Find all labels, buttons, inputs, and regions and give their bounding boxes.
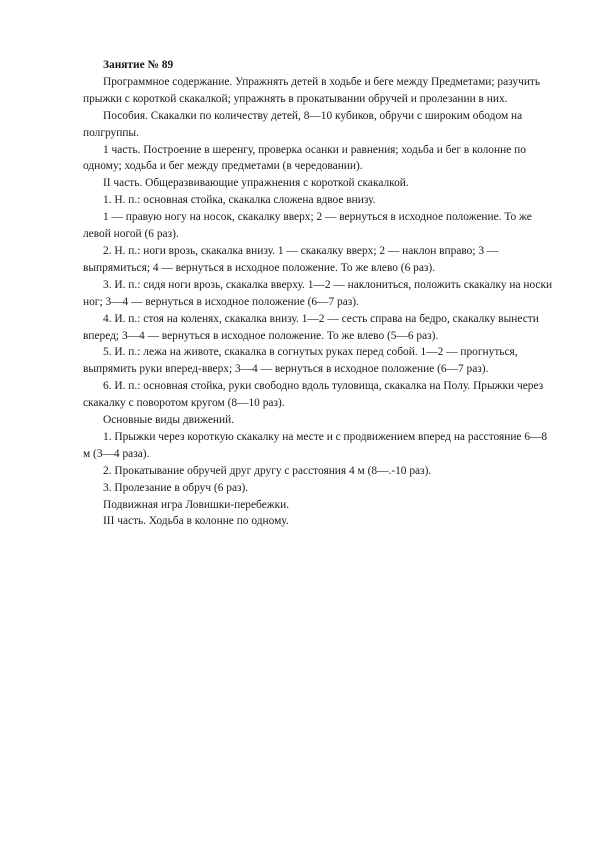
exercise-2: 2. Н. п.: ноги врозь, скакалка внизу. 1 — скакалку вверх; 2 — наклон вправо; 3 — выпрямиться; 4 — вернуться в исходное положение. То же влево (6 раз). <box>83 244 499 274</box>
movement-3: 3. Пролезание в обруч (6 раз). <box>103 481 249 494</box>
exercise-5: 5. И. п.: лежа на животе, скакалка в согнутых руках перед собой. 1—2 — прогнуться, выпрямить руки вперед-вверх; 3—4 — вернуться в исходное положение (6—7 раз). <box>83 346 518 376</box>
exercise-6: 6. И. п.: основная стойка, руки свободно вдоль туловища, скакалка на Полу. Прыжки через скакалку с поворотом кругом (8—10 раз). <box>83 380 544 410</box>
lesson-title: Занятие № 89 <box>103 59 174 71</box>
exercise-4: 4. И. п.: стоя на коленях, скакалка внизу. 1—2 — сесть справа на бедро, скакалку вынести вперед; 3—4 — вернуться в исходное положение. То же влево (5—6 раз). <box>83 312 539 342</box>
materials-paragraph: Пособия. Скакалки по количеству детей, 8—10 кубиков, обручи с широким ободом на полгруппы. <box>83 109 523 139</box>
exercise-1-start: 1. Н. п.: основная стойка, скакалка сложена вдвое внизу. <box>103 194 376 207</box>
exercise-3: 3. И. п.: сидя ноги врозь, скакалка вверху. 1—2 — наклониться, положить скакалку на носки ног; 3—4 — вернуться в исходное положение (6—7 раз). <box>83 278 553 308</box>
movement-2: 2. Прокатывание обручей друг другу с расстояния 4 м (8—.-10 раз). <box>103 464 432 477</box>
part-one-paragraph: 1 часть. Построение в шеренгу, проверка осанки и равнения; ходьба и бег в колонне по одному; ходьба и бег между предметами (в чередовании). <box>83 143 526 173</box>
program-content-paragraph: Программное содержание. Упражнять детей в ходьбе и беге между Предметами; разучить прыжки с короткой скакалкой; упражнять в прокатывании обручей и пролезании в них. <box>83 75 541 105</box>
document-body <box>83 57 553 530</box>
part-three-paragraph: III часть. Ходьба в колонне по одному. <box>103 515 289 528</box>
movement-1: 1. Прыжки через короткую скакалку на месте и с продвижением вперед на расстояние 6—8 м (3—4 раза). <box>83 430 548 460</box>
main-movements-heading: Основные виды движений. <box>103 414 235 427</box>
part-two-heading: II часть. Общеразвивающие упражнения с короткой скакалкой. <box>103 177 409 190</box>
outdoor-game: Подвижная игра Ловишки-перебежки. <box>103 498 290 511</box>
exercise-1-steps: 1 — правую ногу на носок, скакалку вверх; 2 — вернуться в исходное положение. То же левой ногой (6 раз). <box>83 211 532 241</box>
